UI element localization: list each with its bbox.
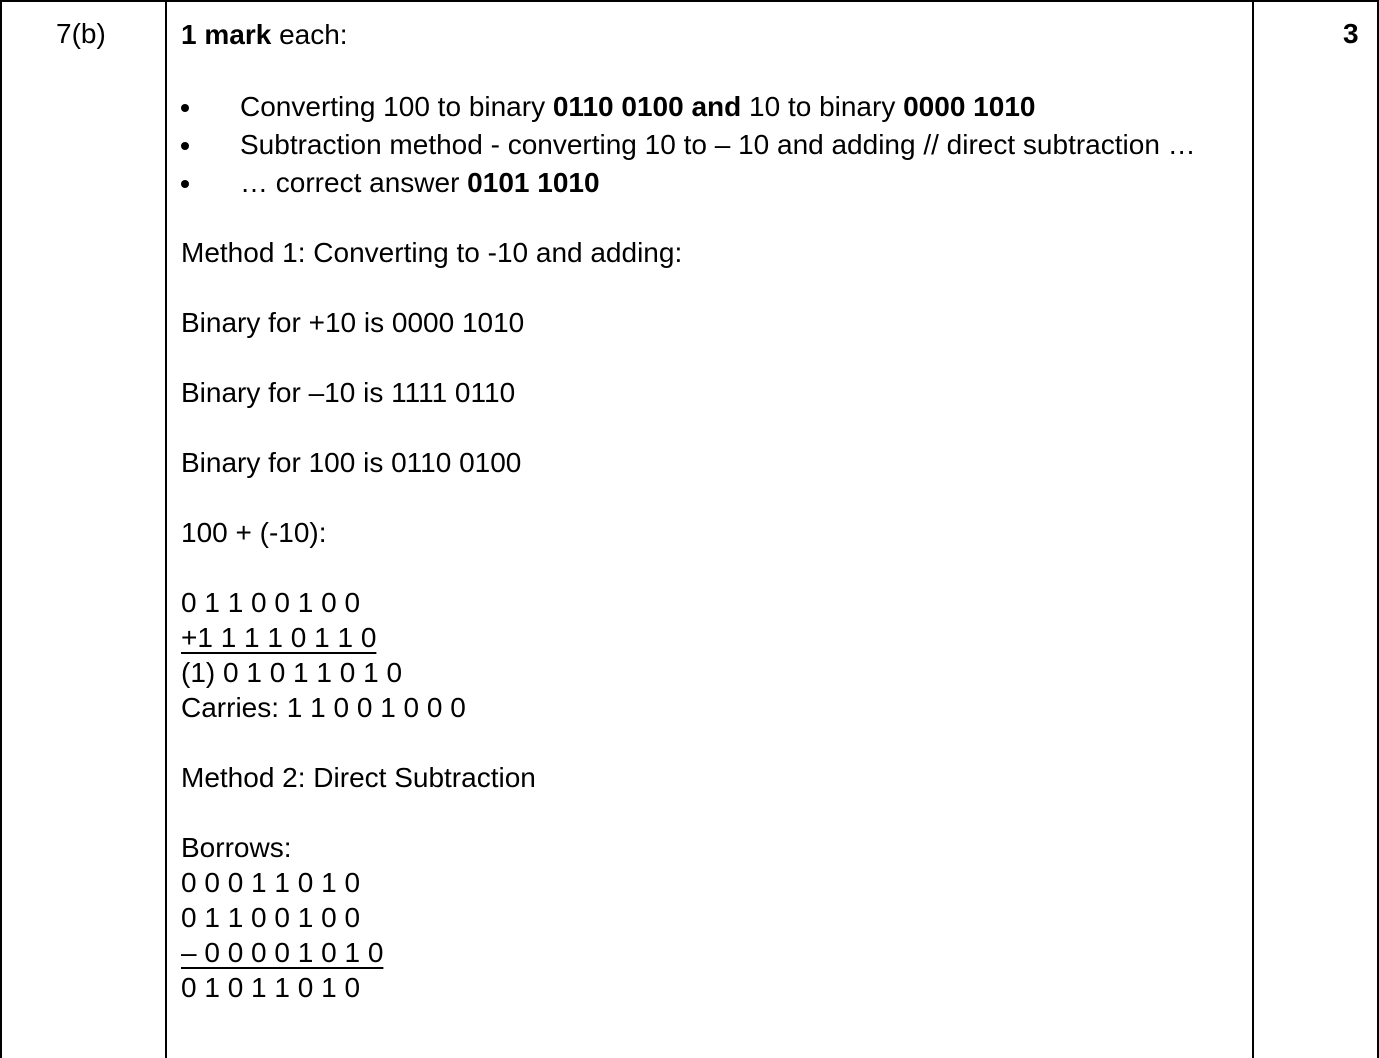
mark-points-list [181, 89, 1241, 200]
mark-point-text: 0000 1010 [903, 91, 1036, 122]
column-divider-marks [1252, 0, 1254, 1058]
mark-point-item [181, 89, 1241, 124]
method2-minuend-row: 0 1 1 0 0 1 0 0 [181, 902, 361, 933]
marking-header [181, 17, 1241, 52]
answer-content [181, 17, 1241, 1005]
mark-point-text: Converting 100 to binary [240, 91, 553, 122]
method1-binary-neg10: Binary for –10 is 1111 0110 [181, 377, 516, 408]
method2-borrows-label: Borrows: [181, 832, 292, 863]
mark-point-text: 0101 1010 [467, 167, 600, 198]
method2-borrows-row: 0 0 0 1 1 0 1 0 [181, 867, 361, 898]
mark-point-text: 0110 0100 and [552, 91, 742, 122]
method1-addend-row: 0 1 1 0 0 1 0 0 [181, 587, 361, 618]
method2-result-row: 0 1 0 1 1 0 1 0 [181, 972, 361, 1003]
method1-augend-row: +1 1 1 1 0 1 1 0 [181, 622, 377, 653]
question-number: 7(b) [56, 18, 106, 49]
table-top-border [0, 0, 1379, 2]
mark-point-text: Subtraction method - converting 10 to – 10 and adding // direct subtraction … [240, 129, 1196, 160]
marking-header-rest: each: [271, 19, 348, 50]
column-divider-question [165, 0, 167, 1058]
method2-subtrahend-row: – 0 0 0 0 1 0 1 0 [181, 937, 384, 968]
mark-point-item [181, 165, 1241, 200]
method1-binary-pos10: Binary for +10 is 0000 1010 [181, 307, 525, 338]
method1-binary-100: Binary for 100 is 0110 0100 [181, 447, 522, 478]
method1-expression: 100 + (-10): [181, 517, 327, 548]
marking-header-bold: 1 mark [181, 19, 272, 50]
method1-result-row: (1) 0 1 0 1 1 0 1 0 [181, 657, 403, 688]
bullet-icon [181, 180, 189, 188]
method2-title: Method 2: Direct Subtraction [181, 762, 536, 793]
method1-carries-row: Carries: 1 1 0 0 1 0 0 0 [181, 692, 466, 723]
mark-point-text: 10 to binary [741, 91, 904, 122]
method1-title: Method 1: Converting to -10 and adding: [181, 237, 683, 268]
table-left-border [0, 0, 2, 1058]
mark-point-item [181, 127, 1241, 162]
bullet-icon [181, 142, 189, 150]
bullet-icon [181, 104, 189, 112]
marks-total: 3 [1343, 18, 1359, 49]
mark-point-text: … correct answer [240, 167, 468, 198]
